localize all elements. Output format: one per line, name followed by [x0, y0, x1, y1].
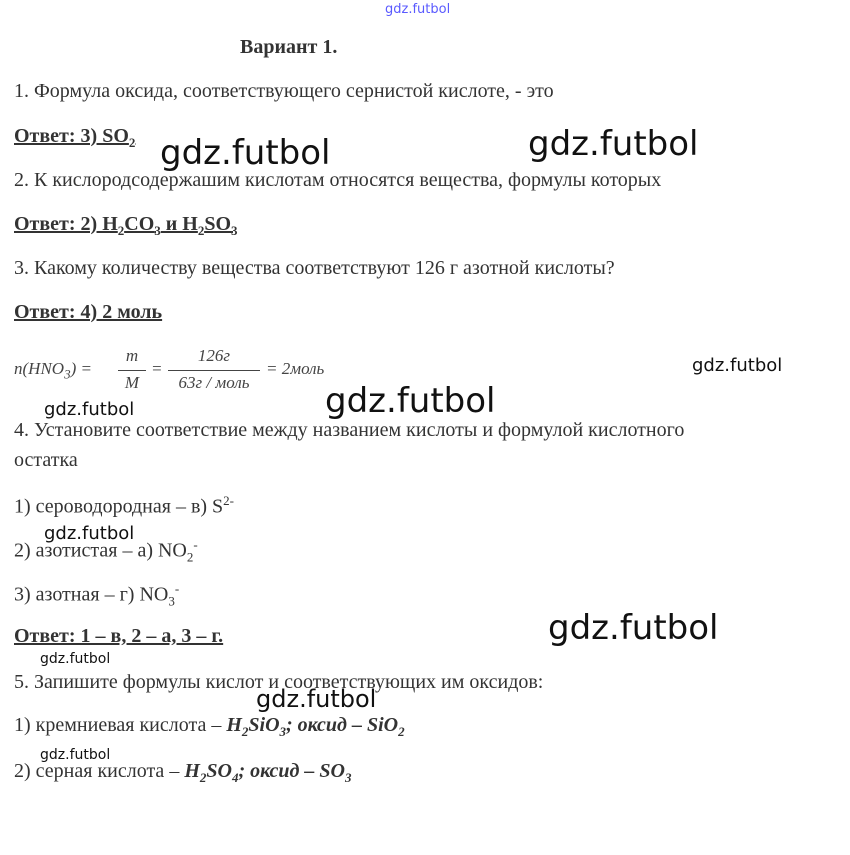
watermark: gdz.futbol	[528, 124, 699, 164]
fraction-2-line	[168, 370, 260, 371]
q5-item-2: 2) серная кислота – $H_2SO_4$; оксид – $SO_3$	[14, 760, 352, 785]
page-title: Вариант 1.	[240, 36, 338, 58]
watermark: gdz.futbol	[44, 399, 135, 420]
answer-2: Ответ: 2) $H_2CO_3$ и $H_2SO_3$	[14, 213, 238, 238]
fraction-1-line	[118, 370, 146, 371]
watermark: gdz.futbol	[160, 133, 331, 173]
fraction-2-denominator: 63г / моль	[178, 373, 250, 392]
question-5: 5. Запишите формулы кислот и соответствующих им оксидов:	[14, 671, 544, 693]
q5-item-1: 1) кремниевая кислота – $H_2SiO_3$; оксид – SiO$_2$	[14, 714, 405, 739]
watermark: gdz.futbol	[40, 651, 111, 667]
question-1: 1. Формула оксида, соответствующего сернистой кислоте, - это	[14, 80, 554, 102]
q4-item-3: 3) азотная – г) $NO_3^-$	[14, 581, 180, 609]
question-2: 2. К кислородсодержашим кислотам относятся вещества, формулы которых	[14, 169, 662, 191]
q5-item-2-formula: $H_2SO_4$; оксид – $SO_3$	[184, 760, 352, 785]
answer-3: Ответ: 4) 2 моль	[14, 301, 163, 323]
question-4-line-2: остатка	[14, 449, 78, 471]
formula-lhs: $n(HNO_3)$ =	[14, 359, 92, 382]
fraction-1-denominator: M	[124, 373, 140, 392]
formula-rhs: = 2моль	[266, 359, 325, 378]
fraction-2-numerator: 126г	[197, 346, 231, 365]
watermark: gdz.futbol	[548, 608, 719, 648]
watermark: gdz.futbol	[40, 747, 111, 763]
watermark: gdz.futbol	[325, 381, 496, 421]
watermark-top: gdz.futbol	[385, 2, 451, 17]
answer-1: Ответ: 3) $SO_2$	[14, 125, 136, 150]
question-4-line-1: 4. Установите соответствие между названием кислоты и формулой кислотного	[14, 419, 685, 441]
question-3: 3. Какому количеству вещества соответствуют 126 г азотной кислоты?	[14, 257, 615, 279]
answer-4: Ответ: 1 – в, 2 – а, 3 – г.	[14, 625, 224, 647]
q4-item-1: 1) сероводородная – в) $S^{2-}$	[14, 493, 235, 518]
q4-item-2: 2) азотистая – а) $NO_2^-$	[14, 537, 198, 565]
fraction-1-numerator: m	[125, 346, 139, 365]
formula-equals: =	[151, 359, 163, 378]
watermark: gdz.futbol	[44, 523, 135, 544]
watermark: gdz.futbol	[256, 685, 377, 713]
q5-item-1-formula: $H_2SiO_3$; оксид – SiO$_2$	[226, 714, 405, 739]
watermark: gdz.futbol	[692, 355, 783, 376]
